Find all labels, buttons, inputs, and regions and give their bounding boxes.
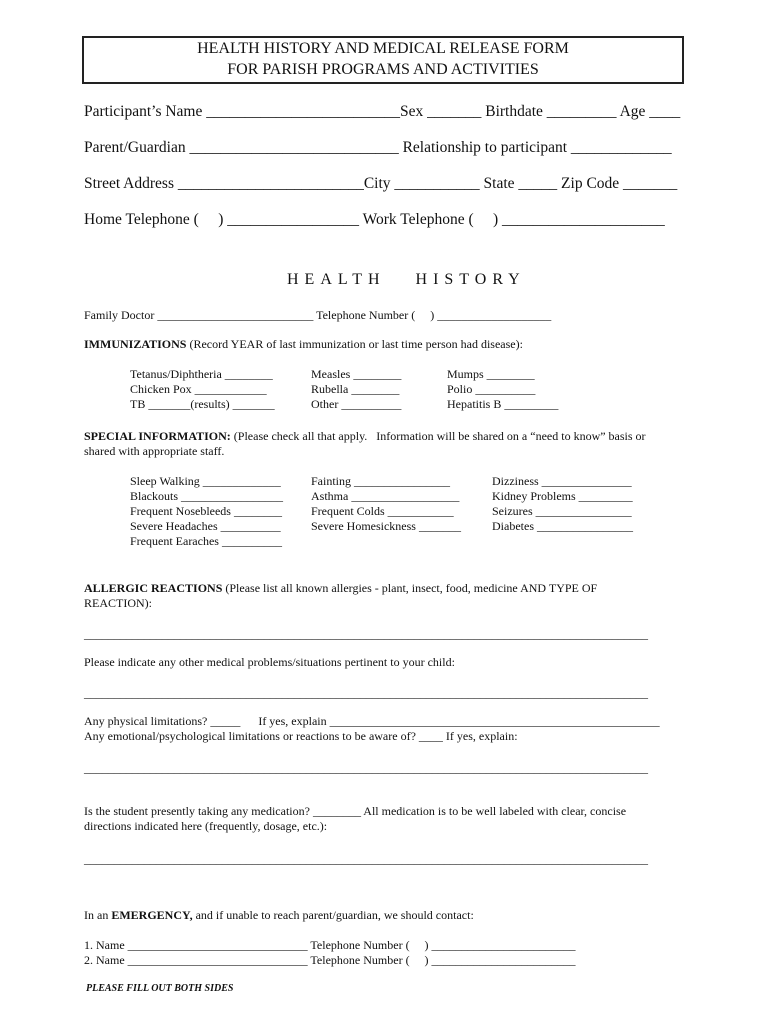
allergic-reactions-label: ALLERGIC REACTIONS: [84, 581, 223, 595]
form-title-line2: FOR PARISH PROGRAMS AND ACTIVITIES: [227, 61, 539, 78]
immunization-item[interactable]: Measles ________: [311, 367, 402, 381]
telephone-line[interactable]: Home Telephone ( ) _________________ Work Telephone ( ) _____________________: [84, 211, 665, 228]
condition-item[interactable]: Blackouts _________________: [130, 489, 283, 503]
allergic-reactions-instructions: [84, 581, 597, 596]
immunizations-note: (Record YEAR of last immunization or last time person had disease):: [186, 337, 523, 351]
special-information-note-2: shared with appropriate staff.: [84, 444, 225, 458]
condition-item[interactable]: Fainting ________________: [311, 474, 451, 488]
emergency-instructions: [84, 908, 474, 923]
condition-item[interactable]: Frequent Colds ___________: [311, 504, 454, 518]
condition-item[interactable]: Severe Headaches __________: [130, 519, 281, 533]
allergic-reactions-note-2: REACTION):: [84, 596, 152, 610]
immunization-item[interactable]: Mumps ________: [447, 367, 535, 381]
condition-item[interactable]: Sleep Walking _____________: [130, 474, 281, 488]
immunization-item[interactable]: TB _______(results) _______: [130, 397, 275, 411]
emergency-pre: In an: [84, 908, 112, 922]
physical-limitations-line[interactable]: Any physical limitations? _____ If yes, explain _______________________________________________________: [84, 714, 660, 728]
condition-item[interactable]: Kidney Problems _________: [492, 489, 633, 503]
immunization-item[interactable]: Tetanus/Diphtheria ________: [130, 367, 273, 381]
immunization-item[interactable]: Chicken Pox ____________: [130, 382, 267, 396]
allergies-blank-line[interactable]: ______________________________________________________________________________________________: [84, 627, 648, 641]
participant-line[interactable]: Participant’s Name _________________________Sex _______ Birthdate _________ Age ____: [84, 103, 681, 120]
medication-question[interactable]: Is the student presently taking any medication? ________ All medication is to be well labeled with clear, concise: [84, 804, 627, 818]
emergency-contact-1[interactable]: 1. Name ______________________________ Telephone Number ( ) ________________________: [84, 938, 576, 952]
condition-item[interactable]: Severe Homesickness _______: [311, 519, 461, 533]
condition-item[interactable]: Frequent Nosebleeds ________: [130, 504, 282, 518]
health-history-heading: HEALTH HISTORY: [287, 271, 526, 288]
immunization-item[interactable]: Other __________: [311, 397, 402, 411]
special-information-instructions: [84, 429, 646, 444]
immunizations-instructions: [84, 337, 523, 352]
emergency-post: and if unable to reach parent/guardian, we should contact:: [192, 908, 474, 922]
form-title-box: [82, 36, 684, 84]
family-doctor-line[interactable]: Family Doctor __________________________ Telephone Number ( ) ___________________: [84, 308, 552, 322]
emotional-blank-line[interactable]: ______________________________________________________________________________________________: [84, 761, 648, 775]
special-information-note: (Please check all that apply. Information will be shared on a “need to know” basis or: [230, 429, 646, 443]
allergic-reactions-note: (Please list all known allergies - plant, insect, food, medicine AND TYPE OF: [222, 581, 598, 595]
immunization-item[interactable]: Hepatitis B _________: [447, 397, 559, 411]
special-information-label: SPECIAL INFORMATION:: [84, 429, 231, 443]
medication-directions-prompt: directions indicated here (frequently, dosage, etc.):: [84, 819, 328, 833]
condition-item[interactable]: Frequent Earaches __________: [130, 534, 282, 548]
immunization-item[interactable]: Rubella ________: [311, 382, 400, 396]
address-line[interactable]: Street Address ________________________City ___________ State _____ Zip Code _______: [84, 175, 678, 192]
emergency-contact-2[interactable]: 2. Name ______________________________ Telephone Number ( ) ________________________: [84, 953, 576, 967]
condition-item[interactable]: Asthma __________________: [311, 489, 460, 503]
condition-item[interactable]: Diabetes ________________: [492, 519, 633, 533]
condition-item[interactable]: Dizziness _______________: [492, 474, 632, 488]
guardian-line[interactable]: Parent/Guardian ___________________________ Relationship to participant _____________: [84, 139, 672, 156]
immunization-item[interactable]: Polio __________: [447, 382, 536, 396]
fill-both-sides-note: PLEASE FILL OUT BOTH SIDES: [86, 983, 234, 994]
other-problems-prompt: Please indicate any other medical problems/situations pertinent to your child:: [84, 655, 455, 669]
immunizations-label: IMMUNIZATIONS: [84, 337, 187, 351]
emergency-label: EMERGENCY,: [111, 908, 193, 922]
emotional-limitations-line[interactable]: Any emotional/psychological limitations or reactions to be aware of? ____ If yes, explain:: [84, 729, 518, 743]
medication-blank-line[interactable]: ______________________________________________________________________________________________: [84, 852, 648, 866]
condition-item[interactable]: Seizures ________________: [492, 504, 632, 518]
other-problems-blank-line[interactable]: ______________________________________________________________________________________________: [84, 686, 648, 700]
form-title-line1: HEALTH HISTORY AND MEDICAL RELEASE FORM: [197, 40, 569, 57]
